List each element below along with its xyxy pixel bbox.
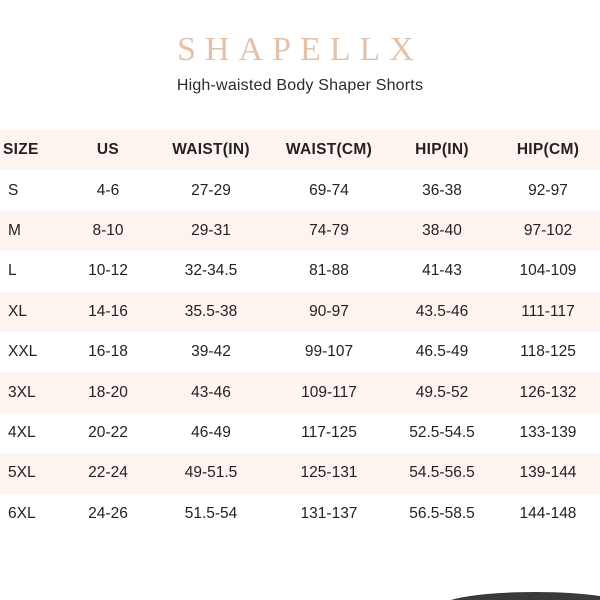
hip-cm-cell: 92-97 [528, 181, 568, 199]
hip-in-cell: 56.5-58.5 [409, 504, 475, 522]
waist-in-cell: 46-49 [191, 423, 231, 441]
hip-cm-cell: 111-117 [521, 302, 575, 320]
us-cell: 20-22 [88, 423, 128, 441]
hip-in-cell: 46.5-49 [415, 343, 469, 361]
column-header-waist-in: WAIST(IN) [172, 141, 250, 159]
hip-cm-cell: 97-102 [523, 221, 573, 239]
waist-cm-cell: 125-131 [300, 464, 358, 482]
us-cell: 14-16 [88, 302, 128, 320]
table-row [0, 413, 600, 453]
hip-in-cell: 38-40 [422, 221, 462, 239]
column-header-hip-cm: HIP(CM) [516, 141, 580, 159]
size-cell: L [8, 262, 17, 280]
waist-in-cell: 39-42 [191, 343, 231, 361]
waist-cm-cell: 69-74 [309, 181, 349, 199]
hip-in-cell: 36-38 [422, 181, 462, 199]
table-row [0, 372, 600, 412]
waist-in-cell: 32-34.5 [184, 262, 238, 280]
us-cell: 24-26 [88, 504, 128, 522]
waist-cm-cell: 81-88 [309, 262, 349, 280]
us-cell: 22-24 [88, 464, 128, 482]
size-cell: 6XL [8, 504, 36, 522]
column-header-size: SIZE [3, 141, 39, 159]
waist-cm-cell: 131-137 [300, 504, 358, 522]
hip-cm-cell: 126-132 [519, 383, 577, 401]
column-header-hip-in: HIP(IN) [415, 141, 469, 159]
waist-in-cell: 35.5-38 [184, 302, 238, 320]
waist-cm-cell: 90-97 [309, 302, 349, 320]
product-subtitle: High-waisted Body Shaper Shorts [176, 77, 424, 94]
table-row [0, 332, 600, 372]
size-cell: S [8, 181, 19, 199]
waist-cm-cell: 74-79 [309, 221, 349, 239]
hip-in-cell: 54.5-56.5 [409, 464, 475, 482]
size-cell: 4XL [8, 423, 36, 441]
brand-logo: SHAPELLX [177, 31, 423, 68]
product-image-edge [440, 592, 600, 600]
column-header-waist-cm: WAIST(CM) [285, 141, 373, 159]
hip-cm-cell: 139-144 [519, 464, 577, 482]
hip-cm-cell: 118-125 [520, 343, 576, 361]
waist-in-cell: 27-29 [191, 181, 231, 199]
table-header-row [0, 130, 600, 170]
table-row [0, 292, 600, 332]
waist-in-cell: 49-51.5 [184, 464, 238, 482]
table-row [0, 494, 600, 534]
table-row [0, 211, 600, 251]
waist-in-cell: 51.5-54 [184, 504, 238, 522]
hip-cm-cell: 133-139 [519, 423, 577, 441]
hip-cm-cell: 104-109 [519, 262, 577, 280]
waist-in-cell: 29-31 [191, 221, 231, 239]
size-cell: 3XL [8, 383, 36, 401]
size-cell: 5XL [8, 464, 36, 482]
us-cell: 18-20 [88, 383, 128, 401]
table-row [0, 170, 600, 210]
size-cell: M [8, 221, 21, 239]
hip-cm-cell: 144-148 [519, 504, 577, 522]
table-row [0, 251, 600, 291]
table-row [0, 453, 600, 493]
hip-in-cell: 49.5-52 [415, 383, 469, 401]
waist-cm-cell: 117-125 [301, 423, 357, 441]
us-cell: 8-10 [92, 221, 124, 239]
size-chart-table [0, 130, 600, 534]
column-header-us: US [96, 141, 120, 159]
size-cell: XXL [8, 343, 38, 361]
waist-cm-cell: 109-117 [301, 383, 357, 401]
hip-in-cell: 41-43 [422, 262, 462, 280]
us-cell: 4-6 [96, 181, 120, 199]
waist-cm-cell: 99-107 [304, 343, 354, 361]
us-cell: 10-12 [88, 262, 128, 280]
hip-in-cell: 52.5-54.5 [409, 423, 475, 441]
size-cell: XL [8, 302, 27, 320]
hip-in-cell: 43.5-46 [415, 302, 469, 320]
us-cell: 16-18 [88, 343, 128, 361]
waist-in-cell: 43-46 [191, 383, 231, 401]
